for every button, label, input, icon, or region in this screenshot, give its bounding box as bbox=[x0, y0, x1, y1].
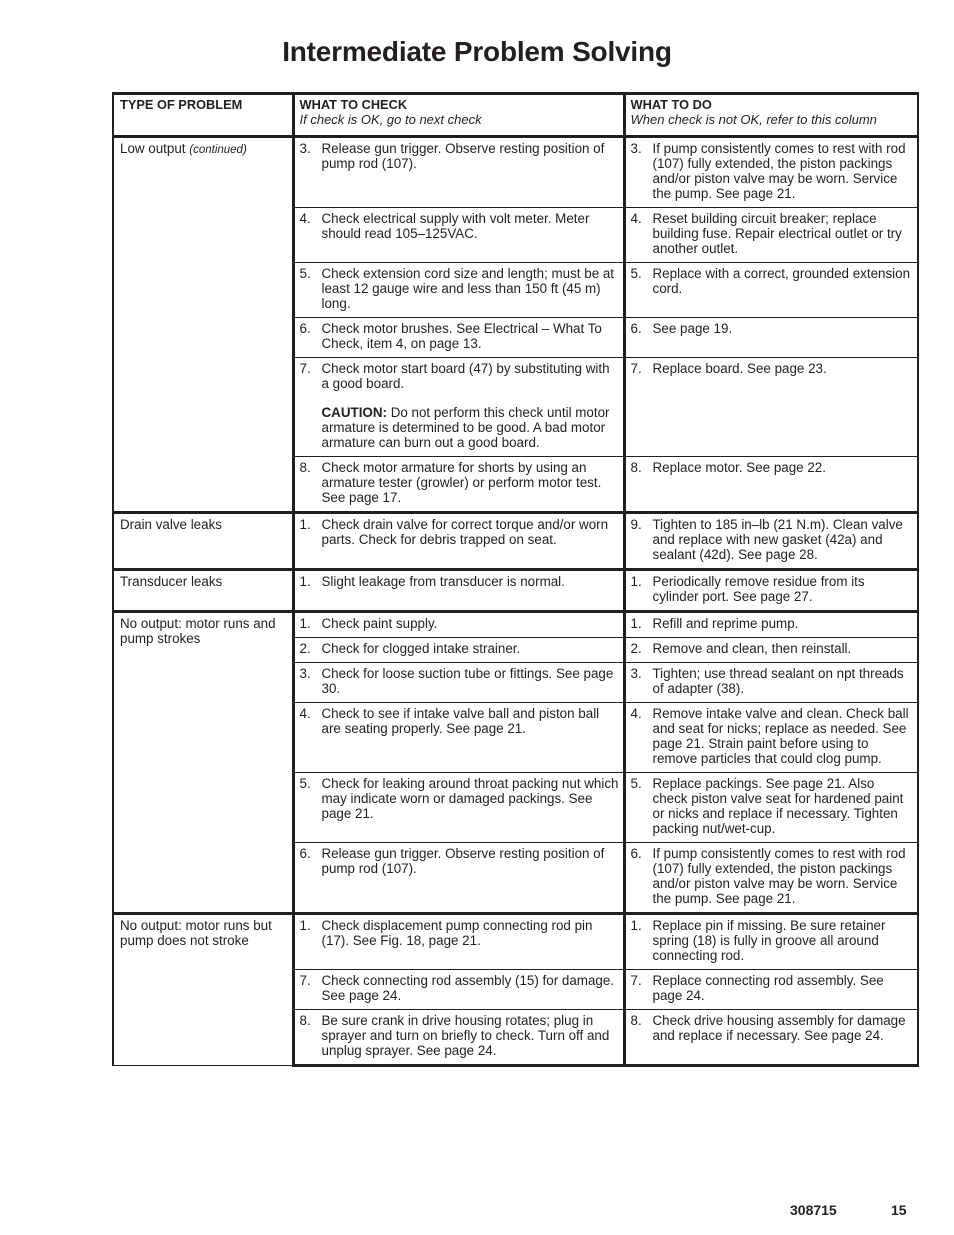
check-text-wrap bbox=[322, 517, 619, 547]
check-text: Check extension cord size and length; must be at least 12 gauge wire and less than 150 ft (45 m) long. bbox=[321, 266, 615, 311]
action-item bbox=[631, 773, 912, 836]
action-number: 1. bbox=[630, 616, 642, 631]
check-number: 8. bbox=[299, 460, 311, 475]
check-text: Check motor start board (47) by substituting with a good board. bbox=[321, 361, 610, 391]
check-number: 8. bbox=[299, 1013, 311, 1028]
check-cell bbox=[293, 612, 624, 638]
check-text: Check paint supply. bbox=[321, 616, 438, 631]
action-cell bbox=[624, 263, 918, 318]
action-text: If pump consistently comes to rest with rod (107) fully extended, the piston packings and/or piston valve may be worn. Service the pump. See page 21. bbox=[652, 846, 906, 906]
header-type-label: TYPE OF PROBLEM bbox=[120, 97, 243, 112]
check-text-wrap bbox=[322, 973, 619, 1003]
action-text: Tighten to 185 in–lb (21 N.m). Clean valve and replace with new gasket (42a) and sealant (42d). See page 28. bbox=[652, 517, 903, 562]
action-cell bbox=[624, 970, 918, 1010]
problem-label: No output: motor runs but pump does not stroke bbox=[120, 918, 272, 948]
action-cell bbox=[624, 513, 918, 570]
check-cell bbox=[293, 513, 624, 570]
action-text: Check drive housing assembly for damage and replace if necessary. See page 24. bbox=[652, 1013, 906, 1043]
problem-cell bbox=[113, 570, 293, 612]
check-item bbox=[300, 970, 619, 1003]
check-text: Slight leakage from transducer is normal. bbox=[321, 574, 565, 589]
check-cell bbox=[293, 914, 624, 970]
action-item bbox=[631, 318, 912, 336]
check-cell bbox=[293, 970, 624, 1010]
page-number: 15 bbox=[891, 1202, 907, 1218]
check-text-wrap bbox=[322, 211, 619, 241]
action-text: Refill and reprime pump. bbox=[652, 616, 799, 631]
action-number: 1. bbox=[630, 574, 642, 589]
check-text-wrap bbox=[322, 918, 619, 948]
problem-label: No output: motor runs and pump strokes bbox=[120, 616, 276, 646]
action-cell bbox=[624, 914, 918, 970]
check-text: Check for clogged intake strainer. bbox=[321, 641, 521, 656]
check-text: Check drain valve for correct torque and/or worn parts. Check for debris trapped on seat. bbox=[321, 517, 609, 547]
header-type-of-problem bbox=[113, 94, 293, 137]
action-item bbox=[631, 208, 912, 256]
action-cell bbox=[624, 358, 918, 457]
check-text: Check displacement pump connecting rod pin (17). See Fig. 18, page 21. bbox=[321, 918, 593, 948]
check-cell bbox=[293, 318, 624, 358]
check-text: Check motor armature for shorts by using an armature tester (growler) or perform motor test. See page 17. bbox=[321, 460, 602, 505]
check-item bbox=[300, 514, 619, 547]
check-text-wrap bbox=[322, 266, 619, 311]
action-number: 7. bbox=[630, 973, 642, 988]
action-item bbox=[631, 514, 912, 562]
caution-note bbox=[322, 405, 619, 450]
action-item bbox=[631, 970, 912, 1003]
check-cell bbox=[293, 208, 624, 263]
page-title: Intermediate Problem Solving bbox=[282, 36, 672, 67]
action-text: Remove and clean, then reinstall. bbox=[652, 641, 852, 656]
check-item bbox=[300, 263, 619, 311]
action-item bbox=[631, 613, 912, 631]
check-cell bbox=[293, 137, 624, 208]
action-text: Tighten; use thread sealant on npt threads of adapter (38). bbox=[652, 666, 904, 696]
check-item bbox=[300, 138, 619, 171]
problem-cell bbox=[113, 914, 293, 1066]
action-text: If pump consistently comes to rest with rod (107) fully extended, the piston packings and/or piston valve may be worn. Service the pump. See page 21. bbox=[652, 141, 906, 201]
check-text-wrap bbox=[322, 574, 619, 589]
action-number: 3. bbox=[630, 141, 642, 156]
table-row bbox=[113, 137, 918, 208]
check-cell bbox=[293, 703, 624, 773]
action-text: Reset building circuit breaker; replace building fuse. Repair electrical outlet or try another outlet. bbox=[652, 211, 902, 256]
action-item bbox=[631, 843, 912, 906]
action-number: 7. bbox=[630, 361, 642, 376]
check-number: 1. bbox=[299, 574, 311, 589]
action-number: 6. bbox=[630, 321, 642, 336]
action-text: Replace with a correct, grounded extension cord. bbox=[652, 266, 911, 296]
check-item bbox=[300, 318, 619, 351]
action-number: 3. bbox=[630, 666, 642, 681]
action-item bbox=[631, 1010, 912, 1043]
action-item bbox=[631, 703, 912, 766]
check-cell bbox=[293, 773, 624, 843]
check-cell bbox=[293, 457, 624, 513]
check-item bbox=[300, 571, 619, 589]
check-text: Check connecting rod assembly (15) for damage. See page 24. bbox=[321, 973, 615, 1003]
troubleshooting-table bbox=[112, 92, 919, 1067]
check-item bbox=[300, 358, 619, 450]
check-number: 3. bbox=[299, 141, 311, 156]
check-text-wrap bbox=[322, 1013, 619, 1058]
table-header-row bbox=[113, 94, 918, 137]
action-number: 2. bbox=[630, 641, 642, 656]
action-text: Replace connecting rod assembly. See page 24. bbox=[652, 973, 884, 1003]
action-item bbox=[631, 138, 912, 201]
action-cell bbox=[624, 208, 918, 263]
check-text: Release gun trigger. Observe resting position of pump rod (107). bbox=[321, 141, 605, 171]
action-text: Replace board. See page 23. bbox=[652, 361, 827, 376]
check-item bbox=[300, 773, 619, 821]
check-item bbox=[300, 663, 619, 696]
check-number: 6. bbox=[299, 321, 311, 336]
problem-label: Low output bbox=[120, 141, 186, 156]
caution-label: CAUTION: bbox=[321, 405, 387, 420]
table-row bbox=[113, 914, 918, 970]
action-number: 8. bbox=[630, 460, 642, 475]
action-cell bbox=[624, 843, 918, 914]
action-item bbox=[631, 263, 912, 296]
action-text: Replace packings. See page 21. Also check piston valve seat for hardened paint or nicks and replace if necessary. Tighten packing nut/wet-cup. bbox=[652, 776, 904, 836]
problem-label: Transducer leaks bbox=[120, 574, 223, 589]
header-check-subtitle: If check is OK, go to next check bbox=[299, 112, 482, 127]
check-text-wrap bbox=[322, 616, 619, 631]
action-text: Periodically remove residue from its cylinder port. See page 27. bbox=[652, 574, 865, 604]
check-text: Be sure crank in drive housing rotates; plug in sprayer and turn on briefly to check. Turn off and unplug sprayer. See page 24. bbox=[321, 1013, 610, 1058]
table-row bbox=[113, 612, 918, 638]
check-item bbox=[300, 613, 619, 631]
check-text: Check for loose suction tube or fittings. See page 30. bbox=[321, 666, 614, 696]
caution-text: Do not perform this check until motor armature is determined to be good. A bad motor armature can burn out a good board. bbox=[321, 405, 610, 450]
action-item bbox=[631, 358, 912, 376]
check-number: 7. bbox=[299, 973, 311, 988]
check-item bbox=[300, 915, 619, 948]
table-row bbox=[113, 570, 918, 612]
action-cell bbox=[624, 663, 918, 703]
action-text: Replace motor. See page 22. bbox=[652, 460, 826, 475]
problem-label: Drain valve leaks bbox=[120, 517, 222, 532]
check-item bbox=[300, 208, 619, 241]
check-text: Check electrical supply with volt meter. Meter should read 105–125VAC. bbox=[321, 211, 590, 241]
check-number: 7. bbox=[299, 361, 311, 376]
action-cell bbox=[624, 570, 918, 612]
check-cell bbox=[293, 843, 624, 914]
check-number: 4. bbox=[299, 211, 311, 226]
action-item bbox=[631, 915, 912, 963]
action-number: 6. bbox=[630, 846, 642, 861]
check-number: 3. bbox=[299, 666, 311, 681]
problem-cell bbox=[113, 137, 293, 513]
check-cell bbox=[293, 663, 624, 703]
table-row bbox=[113, 513, 918, 570]
header-do-subtitle: When check is not OK, refer to this column bbox=[630, 112, 877, 127]
check-text: Check motor brushes. See Electrical – What To Check, item 4, on page 13. bbox=[321, 321, 602, 351]
action-number: 4. bbox=[630, 706, 642, 721]
check-number: 6. bbox=[299, 846, 311, 861]
header-do-label: WHAT TO DO bbox=[630, 97, 712, 112]
action-item bbox=[631, 663, 912, 696]
check-text: Release gun trigger. Observe resting position of pump rod (107). bbox=[321, 846, 605, 876]
check-item bbox=[300, 843, 619, 876]
action-item bbox=[631, 571, 912, 604]
check-text-wrap bbox=[322, 666, 619, 696]
check-number: 4. bbox=[299, 706, 311, 721]
check-text-wrap bbox=[322, 361, 619, 450]
check-number: 5. bbox=[299, 776, 311, 791]
action-number: 4. bbox=[630, 211, 642, 226]
action-cell bbox=[624, 1010, 918, 1066]
action-number: 5. bbox=[630, 776, 642, 791]
action-number: 8. bbox=[630, 1013, 642, 1028]
header-check-label: WHAT TO CHECK bbox=[299, 97, 408, 112]
check-cell bbox=[293, 1010, 624, 1066]
problem-cell bbox=[113, 513, 293, 570]
check-text-wrap bbox=[322, 141, 619, 171]
check-item bbox=[300, 703, 619, 736]
check-text-wrap bbox=[322, 846, 619, 876]
action-cell bbox=[624, 703, 918, 773]
header-what-to-check bbox=[293, 94, 624, 137]
check-text: Check to see if intake valve ball and piston ball are seating properly. See page 21. bbox=[321, 706, 600, 736]
action-cell bbox=[624, 773, 918, 843]
action-number: 9. bbox=[630, 517, 642, 532]
check-text-wrap bbox=[322, 706, 619, 736]
check-text-wrap bbox=[322, 641, 619, 656]
action-number: 5. bbox=[630, 266, 642, 281]
check-number: 1. bbox=[299, 918, 311, 933]
action-cell bbox=[624, 638, 918, 663]
action-number: 1. bbox=[630, 918, 642, 933]
check-number: 1. bbox=[299, 517, 311, 532]
check-text-wrap bbox=[322, 776, 619, 821]
check-text-wrap bbox=[322, 460, 619, 505]
check-number: 2. bbox=[299, 641, 311, 656]
check-number: 1. bbox=[299, 616, 311, 631]
check-item bbox=[300, 1010, 619, 1058]
check-text-wrap bbox=[322, 321, 619, 351]
check-cell bbox=[293, 358, 624, 457]
action-cell bbox=[624, 318, 918, 358]
check-item bbox=[300, 638, 619, 656]
action-cell bbox=[624, 137, 918, 208]
check-cell bbox=[293, 263, 624, 318]
check-item bbox=[300, 457, 619, 505]
check-text: Check for leaking around throat packing nut which may indicate worn or damaged packings. See page 21. bbox=[321, 776, 619, 821]
document-number: 308715 bbox=[790, 1202, 837, 1218]
problem-note: (continued) bbox=[189, 144, 247, 156]
action-text: Replace pin if missing. Be sure retainer spring (18) is fully in groove all around connecting rod. bbox=[652, 918, 886, 963]
header-what-to-do bbox=[624, 94, 918, 137]
action-item bbox=[631, 638, 912, 656]
action-cell bbox=[624, 457, 918, 513]
action-text: Remove intake valve and clean. Check ball and seat for nicks; replace as needed. See page 21. Strain paint before using to remove particles that could clog pump. bbox=[652, 706, 909, 766]
check-cell bbox=[293, 570, 624, 612]
check-cell bbox=[293, 638, 624, 663]
action-cell bbox=[624, 612, 918, 638]
action-text: See page 19. bbox=[652, 321, 733, 336]
problem-cell bbox=[113, 612, 293, 914]
check-number: 5. bbox=[299, 266, 311, 281]
action-item bbox=[631, 457, 912, 475]
